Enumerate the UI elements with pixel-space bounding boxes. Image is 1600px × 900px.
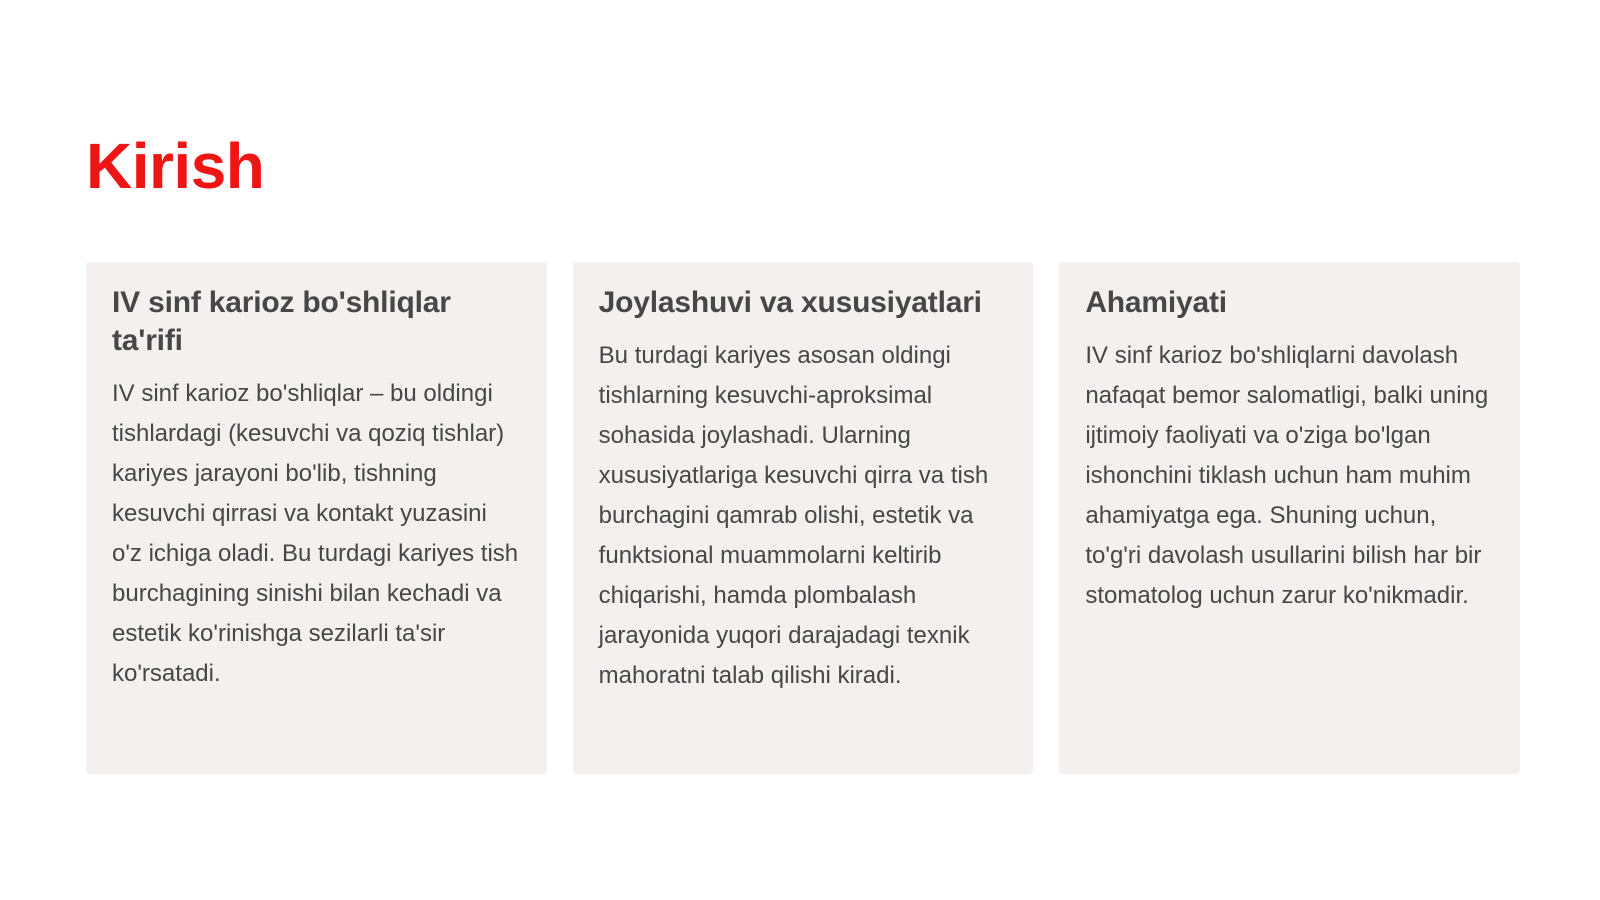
card-heading: IV sinf karioz bo'shliqlar ta'rifi — [112, 286, 451, 357]
card-definition — [86, 262, 547, 774]
card-body: IV sinf karioz bo'shliqlar – bu oldingi tishlardagi (kesuvchi va qoziq tishlar) kariyes jarayoni bo'lib, tishning kesuvchi qirrasi va kontakt yuzasini o'z ichiga oladi. Bu turdagi kariyes tish burchagining sinishi bilan kechadi va estetik ko'rinishga sezilarli ta'sir ko'rsatadi. — [112, 380, 519, 687]
card-location-features — [573, 262, 1034, 774]
cards-row — [86, 262, 1520, 774]
card-body: IV sinf karioz bo'shliqlarni davolash nafaqat bemor salomatligi, balki uning ijtimoiy faoliyati va o'ziga bo'lgan ishonchini tiklash uchun ham muhim ahamiyatga ega. Shuning uchun, to'g'ri davolash usullarini bilish har bir stomatolog uchun zarur ko'nikmadir. — [1085, 342, 1489, 609]
slide-title: Kirish — [86, 130, 265, 202]
card-importance — [1059, 262, 1520, 774]
card-heading: Ahamiyati — [1085, 286, 1227, 319]
card-heading: Joylashuvi va xususiyatlari — [598, 286, 982, 319]
card-body: Bu turdagi kariyes asosan oldingi tishlarning kesuvchi-aproksimal sohasida joylashadi. Ularning xususiyatlariga kesuvchi qirra va tish burchagini qamrab olishi, estetik va funktsional muammolarni keltirib chiqarishi, hamda plombalash jarayonida yuqori darajadagi texnik mahoratni talab qilishi kiradi. — [598, 342, 989, 689]
